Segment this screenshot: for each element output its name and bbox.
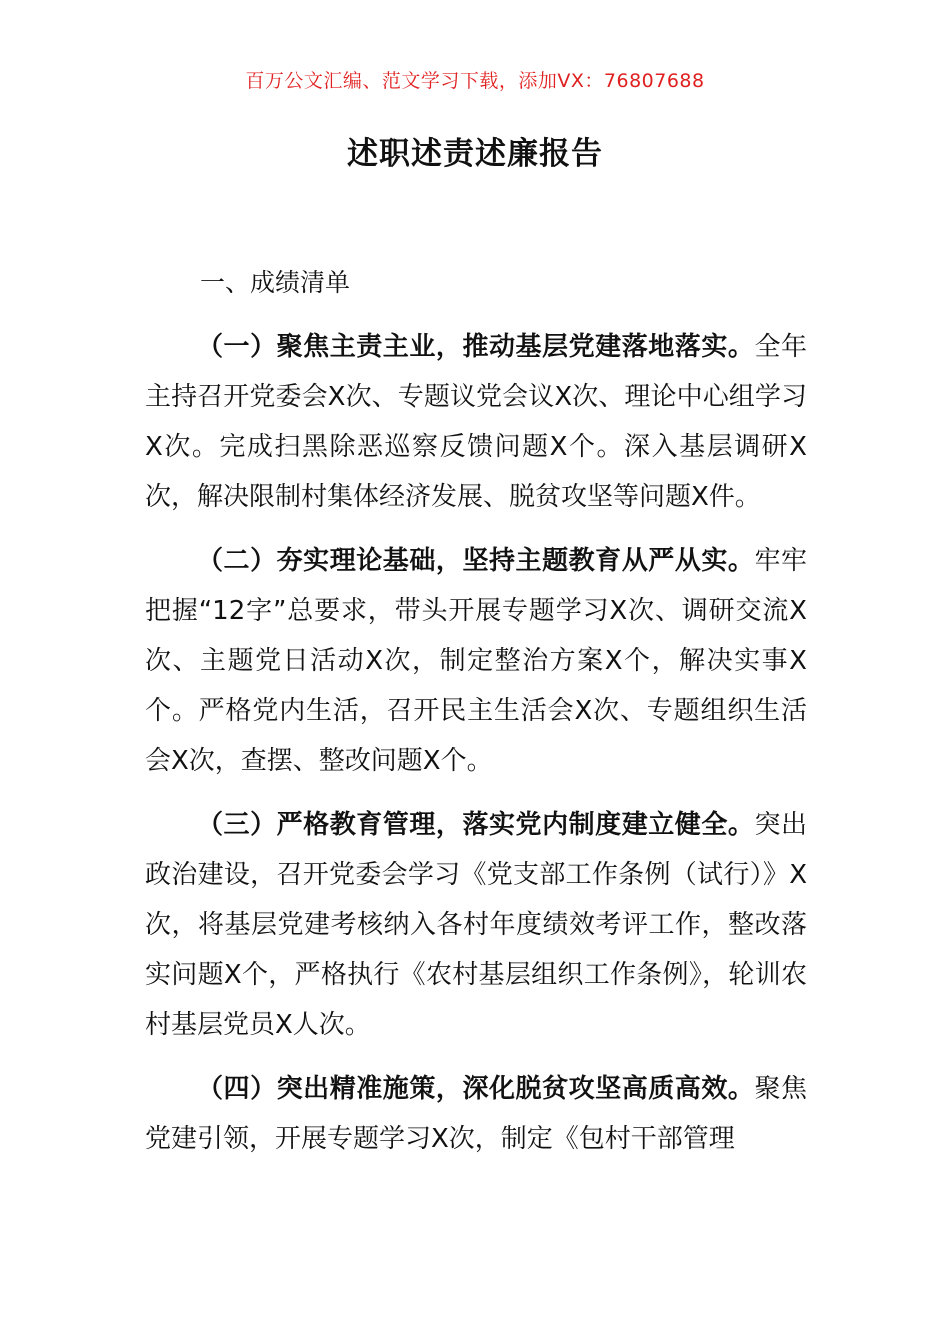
paragraph-4-text: 聚焦党建引领，开展专题学习X次，制定《包村干部管理 <box>145 1074 807 1154</box>
section-heading: 一、成绩清单 <box>200 268 351 297</box>
paragraph-1-text: 全年主持召开党委会X次、专题议党会议X次、理论中心组学习X次。完成扫黑除恶巡察反馈问题X个。深入基层调研X次，解决限制村集体经济发展、脱贫攻坚等问题X件。 <box>145 332 807 512</box>
paragraph-1-lead: （一）聚焦主责主业，推动基层党建落地落实。 <box>197 332 755 362</box>
paragraph-3 <box>145 800 807 1050</box>
paragraph-3-text: 突出政治建设，召开党委会学习《党支部工作条例（试行）》X次，将基层党建考核纳入各村年度绩效考评工作，整改落实问题X个，严格执行《农村基层组织工作条例》，轮训农村基层党员X人次。 <box>145 810 807 1040</box>
paragraph-3-lead: （三）严格教育管理，落实党内制度建立健全。 <box>197 810 755 840</box>
watermark-banner: 百万公文汇编、范文学习下载，添加VX：76807688 <box>245 70 705 92</box>
document-title: 述职述责述廉报告 <box>347 136 603 172</box>
document-body <box>145 322 807 1178</box>
paragraph-2-lead: （二）夯实理论基础，坚持主题教育从严从实。 <box>197 546 755 576</box>
paragraph-4 <box>145 1064 807 1164</box>
paragraph-1 <box>145 322 807 522</box>
paragraph-4-lead: （四）突出精准施策，深化脱贫攻坚高质高效。 <box>197 1074 755 1104</box>
paragraph-2-text: 牢牢把握“12字”总要求，带头开展专题学习X次、调研交流X次、主题党日活动X次，制定整治方案X个，解决实事X个。严格党内生活，召开民主生活会X次、专题组织生活会X次，查摆、整改问题X个。 <box>145 546 807 776</box>
paragraph-2 <box>145 536 807 786</box>
